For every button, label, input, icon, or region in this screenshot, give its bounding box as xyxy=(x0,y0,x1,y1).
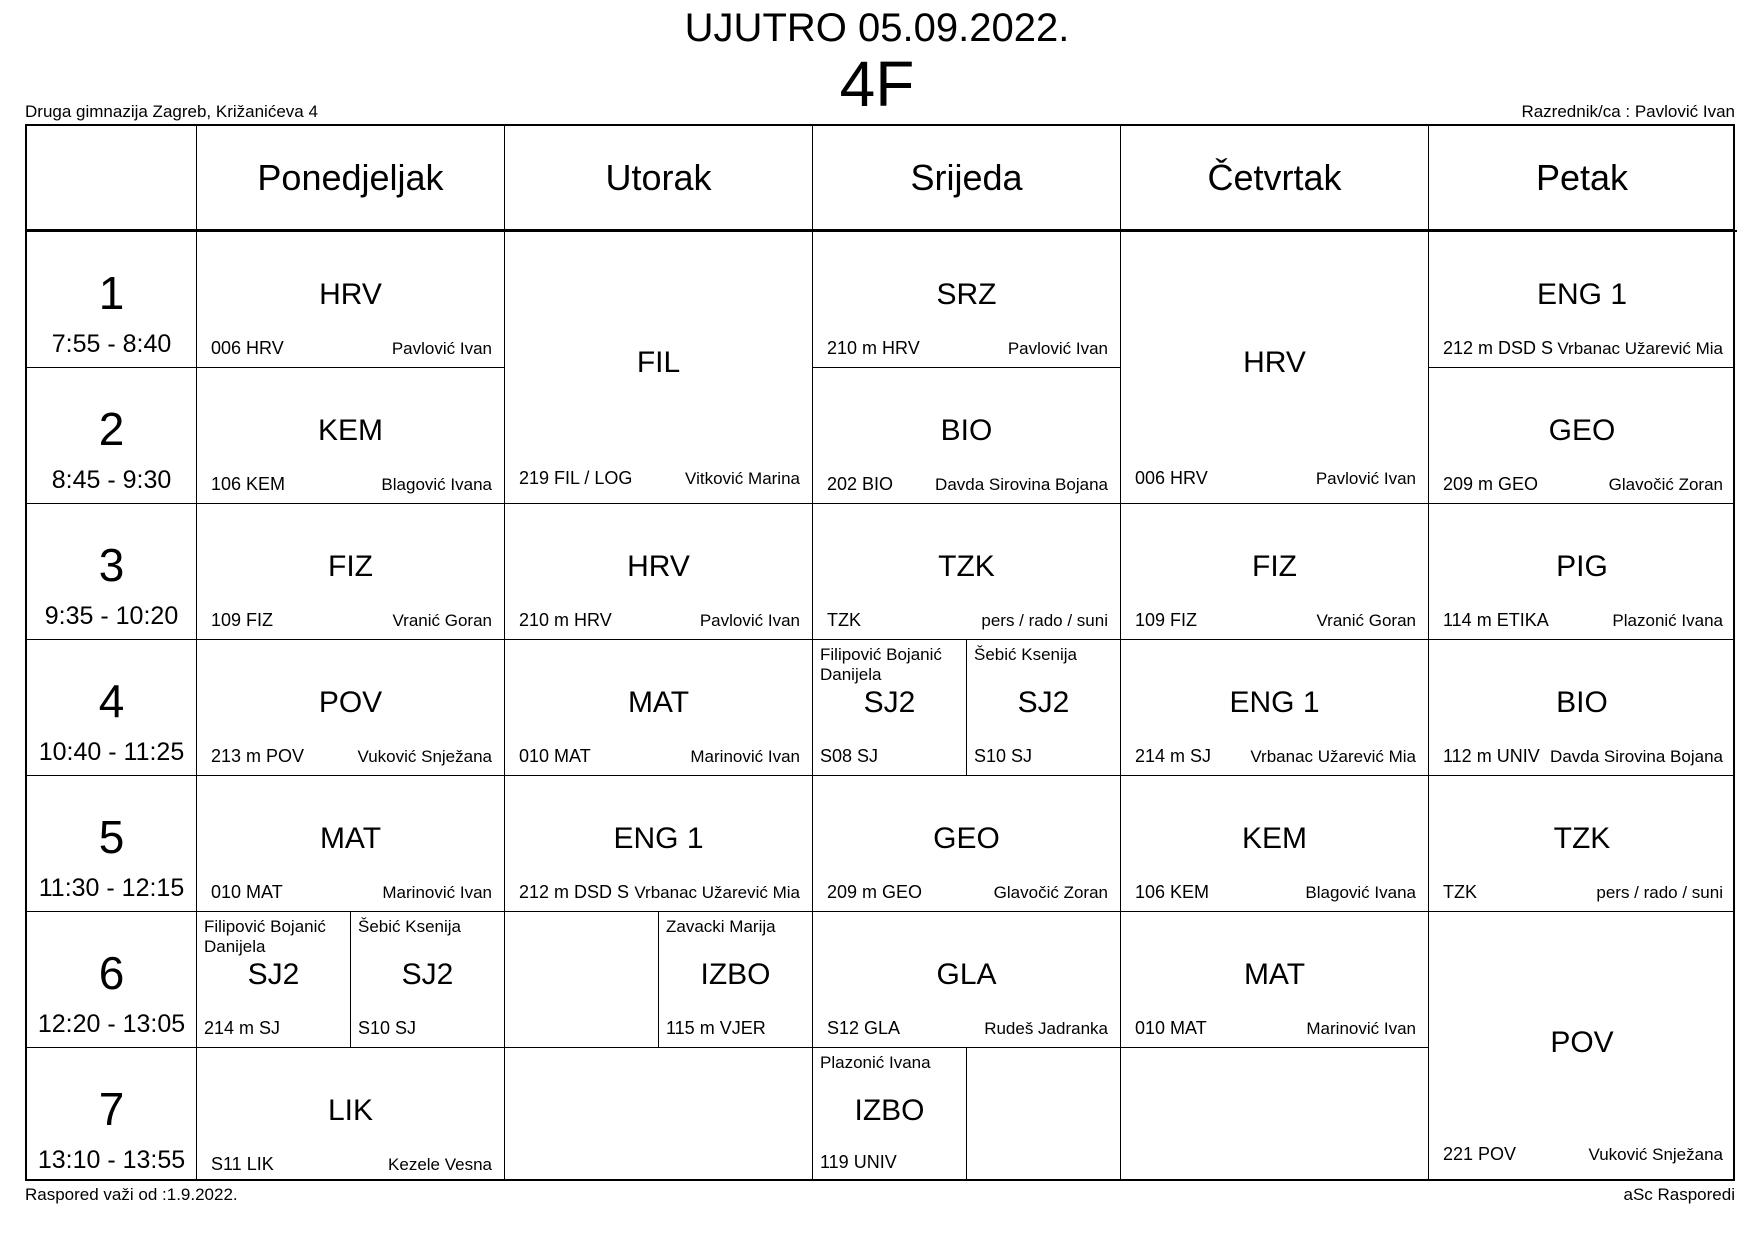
teacher: Vuković Snježana xyxy=(1588,1145,1723,1164)
lesson-cell xyxy=(1429,504,1735,640)
lesson-cell xyxy=(813,640,967,776)
teacher: Blagović Ivana xyxy=(1305,883,1416,902)
subject: MAT xyxy=(627,686,690,719)
subject: BIO xyxy=(1556,686,1608,719)
subject: HRV xyxy=(1243,346,1306,379)
lesson-cell xyxy=(197,912,351,1048)
room: 212 m DSD S xyxy=(1443,338,1554,358)
teacher: Pavlović Ivan xyxy=(699,611,800,630)
period-cell xyxy=(27,232,197,368)
subject: GLA xyxy=(936,958,997,991)
subject: KEM xyxy=(317,414,383,447)
subject: FIZ xyxy=(328,550,373,583)
lesson-cell xyxy=(1429,912,1735,1179)
school-name: Druga gimnazija Zagreb, Križanićeva 4 xyxy=(25,102,318,121)
lesson-cell xyxy=(813,368,1121,504)
day-header-wednesday: Srijeda xyxy=(813,126,1121,230)
subject: IZBO xyxy=(854,1094,925,1127)
empty-cell xyxy=(1121,1048,1429,1179)
day-header-friday: Petak xyxy=(1429,126,1735,230)
room: 209 m GEO xyxy=(827,882,923,902)
lesson-cell xyxy=(197,368,505,504)
lesson-cell xyxy=(351,912,505,1048)
subject: ENG 1 xyxy=(613,822,704,855)
empty-cell xyxy=(967,1048,1121,1179)
teacher: pers / rado / suni xyxy=(981,611,1108,630)
lesson-cell xyxy=(813,776,1121,912)
lesson-cell xyxy=(197,504,505,640)
room: 109 FIZ xyxy=(1135,610,1198,630)
homeroom-teacher: Razrednik/ca : Pavlović Ivan xyxy=(1521,102,1735,121)
subject: PIG xyxy=(1556,550,1608,583)
teacher: Šebić Ksenija xyxy=(358,917,462,936)
subject: ENG 1 xyxy=(1229,686,1320,719)
lesson-cell xyxy=(813,1048,967,1179)
subject: LIK xyxy=(327,1094,374,1127)
subject: GEO xyxy=(1548,414,1616,447)
subject: ENG 1 xyxy=(1536,278,1628,311)
lesson-cell xyxy=(1121,776,1429,912)
teacher: Vrbanac Užarević Mia xyxy=(1250,747,1416,766)
teacher: Vranić Goran xyxy=(392,611,492,630)
room: 106 KEM xyxy=(211,474,286,494)
subject: MAT xyxy=(319,822,382,855)
subject: TZK xyxy=(1553,822,1611,855)
period-number: 5 xyxy=(98,811,125,863)
subject: BIO xyxy=(940,414,993,447)
lesson-cell xyxy=(659,912,813,1048)
lesson-cell xyxy=(505,504,813,640)
subject: HRV xyxy=(627,550,690,583)
subject: SJ2 xyxy=(863,686,916,719)
teacher: Zavacki Marija xyxy=(666,917,776,936)
page-title: UJUTRO 05.09.2022. xyxy=(684,6,1070,50)
teacher: Marinović Ivan xyxy=(1306,1019,1416,1038)
subject: FIL xyxy=(636,346,681,379)
teacher: Vitković Marina xyxy=(685,469,800,488)
period-cell xyxy=(27,776,197,912)
period-number: 2 xyxy=(98,403,125,455)
room: 006 HRV xyxy=(211,338,284,358)
room: 209 m GEO xyxy=(1443,474,1539,494)
period-cell xyxy=(27,912,197,1048)
teacher: Davda Sirovina Bojana xyxy=(935,475,1108,494)
teacher: Filipović Bojanić Danijela xyxy=(820,645,942,684)
period-time: 10:40 - 11:25 xyxy=(38,738,185,766)
teacher: Pavlović Ivan xyxy=(391,339,492,358)
period-time: 8:45 - 9:30 xyxy=(51,466,172,494)
lesson-cell xyxy=(1429,232,1735,368)
teacher: Šebić Ksenija xyxy=(974,645,1078,664)
software-credit: aSc Rasporedi xyxy=(1623,1185,1735,1204)
lesson-cell xyxy=(505,232,813,504)
period-time: 13:10 - 13:55 xyxy=(37,1146,186,1174)
teacher: Plazonić Ivana xyxy=(1612,611,1723,630)
lesson-cell xyxy=(1121,504,1429,640)
period-time: 11:30 - 12:15 xyxy=(38,874,185,902)
room: 112 m UNIV xyxy=(1443,746,1540,766)
room: 212 m DSD S xyxy=(519,882,630,902)
subject: SRZ xyxy=(936,278,997,311)
subject: SJ2 xyxy=(1017,686,1070,719)
lesson-cell xyxy=(1121,232,1429,504)
subject: POV xyxy=(1550,1026,1614,1059)
room: 106 KEM xyxy=(1135,882,1210,902)
lesson-cell xyxy=(1121,912,1429,1048)
teacher: Blagović Ivana xyxy=(381,475,492,494)
lesson-cell xyxy=(505,640,813,776)
room: 214 m SJ xyxy=(1135,746,1212,766)
room: 010 MAT xyxy=(211,882,283,902)
period-cell xyxy=(27,1048,197,1179)
day-header-tuesday: Utorak xyxy=(505,126,813,230)
subject: GEO xyxy=(933,822,1000,855)
timetable-grid xyxy=(25,124,1735,1181)
room: 219 FIL / LOG xyxy=(519,468,633,488)
lesson-cell xyxy=(1121,640,1429,776)
room: S08 SJ xyxy=(820,746,879,766)
period-cell xyxy=(27,640,197,776)
room: 214 m SJ xyxy=(204,1018,281,1038)
room: 213 m POV xyxy=(211,746,305,766)
teacher: Pavlović Ivan xyxy=(1315,469,1416,488)
lesson-cell xyxy=(197,1048,505,1179)
room: 210 m HRV xyxy=(827,338,920,358)
teacher: Glavočić Zoran xyxy=(993,883,1108,902)
lesson-cell xyxy=(1429,368,1735,504)
subject: MAT xyxy=(1243,958,1306,991)
subject: SJ2 xyxy=(401,958,454,991)
room: TZK xyxy=(827,610,861,630)
subject: TZK xyxy=(938,550,995,583)
room: 006 HRV xyxy=(1135,468,1208,488)
teacher: Vrbanac Užarević Mia xyxy=(1557,339,1723,358)
room: 221 POV xyxy=(1443,1144,1517,1164)
empty-cell xyxy=(505,912,659,1048)
valid-from-note: Raspored važi od :1.9.2022. xyxy=(25,1185,238,1204)
room: S11 LIK xyxy=(211,1154,274,1174)
period-number: 6 xyxy=(98,947,125,999)
period-cell xyxy=(27,368,197,504)
lesson-cell xyxy=(505,776,813,912)
subject: HRV xyxy=(319,278,382,311)
lesson-cell xyxy=(197,232,505,368)
teacher: pers / rado / suni xyxy=(1596,883,1723,902)
teacher: Marinović Ivan xyxy=(382,883,492,902)
lesson-cell xyxy=(813,504,1121,640)
subject: POV xyxy=(318,686,383,719)
room: 202 BIO xyxy=(827,474,894,494)
teacher: Rudeš Jadranka xyxy=(984,1019,1108,1038)
lesson-cell xyxy=(813,912,1121,1048)
day-header-thursday: Četvrtak xyxy=(1121,126,1429,230)
period-number: 3 xyxy=(98,539,125,591)
teacher: Plazonić Ivana xyxy=(820,1053,931,1072)
room: 010 MAT xyxy=(519,746,591,766)
period-time: 12:20 - 13:05 xyxy=(37,1010,186,1038)
room: TZK xyxy=(1443,882,1477,902)
room: 010 MAT xyxy=(1135,1018,1207,1038)
room: 114 m ETIKA xyxy=(1443,610,1549,630)
lesson-cell xyxy=(813,232,1121,368)
teacher: Glavočić Zoran xyxy=(1608,475,1723,494)
teacher: Vranić Goran xyxy=(1316,611,1416,630)
period-time: 9:35 - 10:20 xyxy=(44,602,179,630)
teacher: Filipović Bojanić Danijela xyxy=(204,917,326,956)
teacher: Marinović Ivan xyxy=(690,747,800,766)
room: 109 FIZ xyxy=(211,610,274,630)
lesson-cell xyxy=(1429,776,1735,912)
room: 210 m HRV xyxy=(519,610,612,630)
room: 115 m VJER xyxy=(666,1018,766,1038)
empty-cell xyxy=(505,1048,813,1179)
period-number: 1 xyxy=(98,267,125,319)
teacher: Pavlović Ivan xyxy=(1007,339,1108,358)
subject: FIZ xyxy=(1252,550,1297,583)
room: S10 SJ xyxy=(974,746,1033,766)
period-number: 4 xyxy=(98,675,125,727)
room: S10 SJ xyxy=(358,1018,417,1038)
lesson-cell xyxy=(1429,640,1735,776)
subject: IZBO xyxy=(700,958,771,991)
teacher: Vrbanac Užarević Mia xyxy=(634,883,800,902)
teacher: Kezele Vesna xyxy=(388,1155,492,1174)
teacher: Vuković Snježana xyxy=(357,747,492,766)
subject: SJ2 xyxy=(247,958,300,991)
lesson-cell xyxy=(197,776,505,912)
room: S12 GLA xyxy=(827,1018,901,1038)
room: 119 UNIV xyxy=(820,1152,897,1172)
day-header-monday: Ponedjeljak xyxy=(197,126,505,230)
teacher: Davda Sirovina Bojana xyxy=(1550,747,1723,766)
corner-cell xyxy=(27,126,197,230)
lesson-cell xyxy=(197,640,505,776)
class-name: 4F xyxy=(839,48,915,120)
period-number: 7 xyxy=(98,1083,125,1135)
period-time: 7:55 - 8:40 xyxy=(51,330,172,358)
lesson-cell xyxy=(967,640,1121,776)
subject: KEM xyxy=(1241,822,1307,855)
period-cell xyxy=(27,504,197,640)
